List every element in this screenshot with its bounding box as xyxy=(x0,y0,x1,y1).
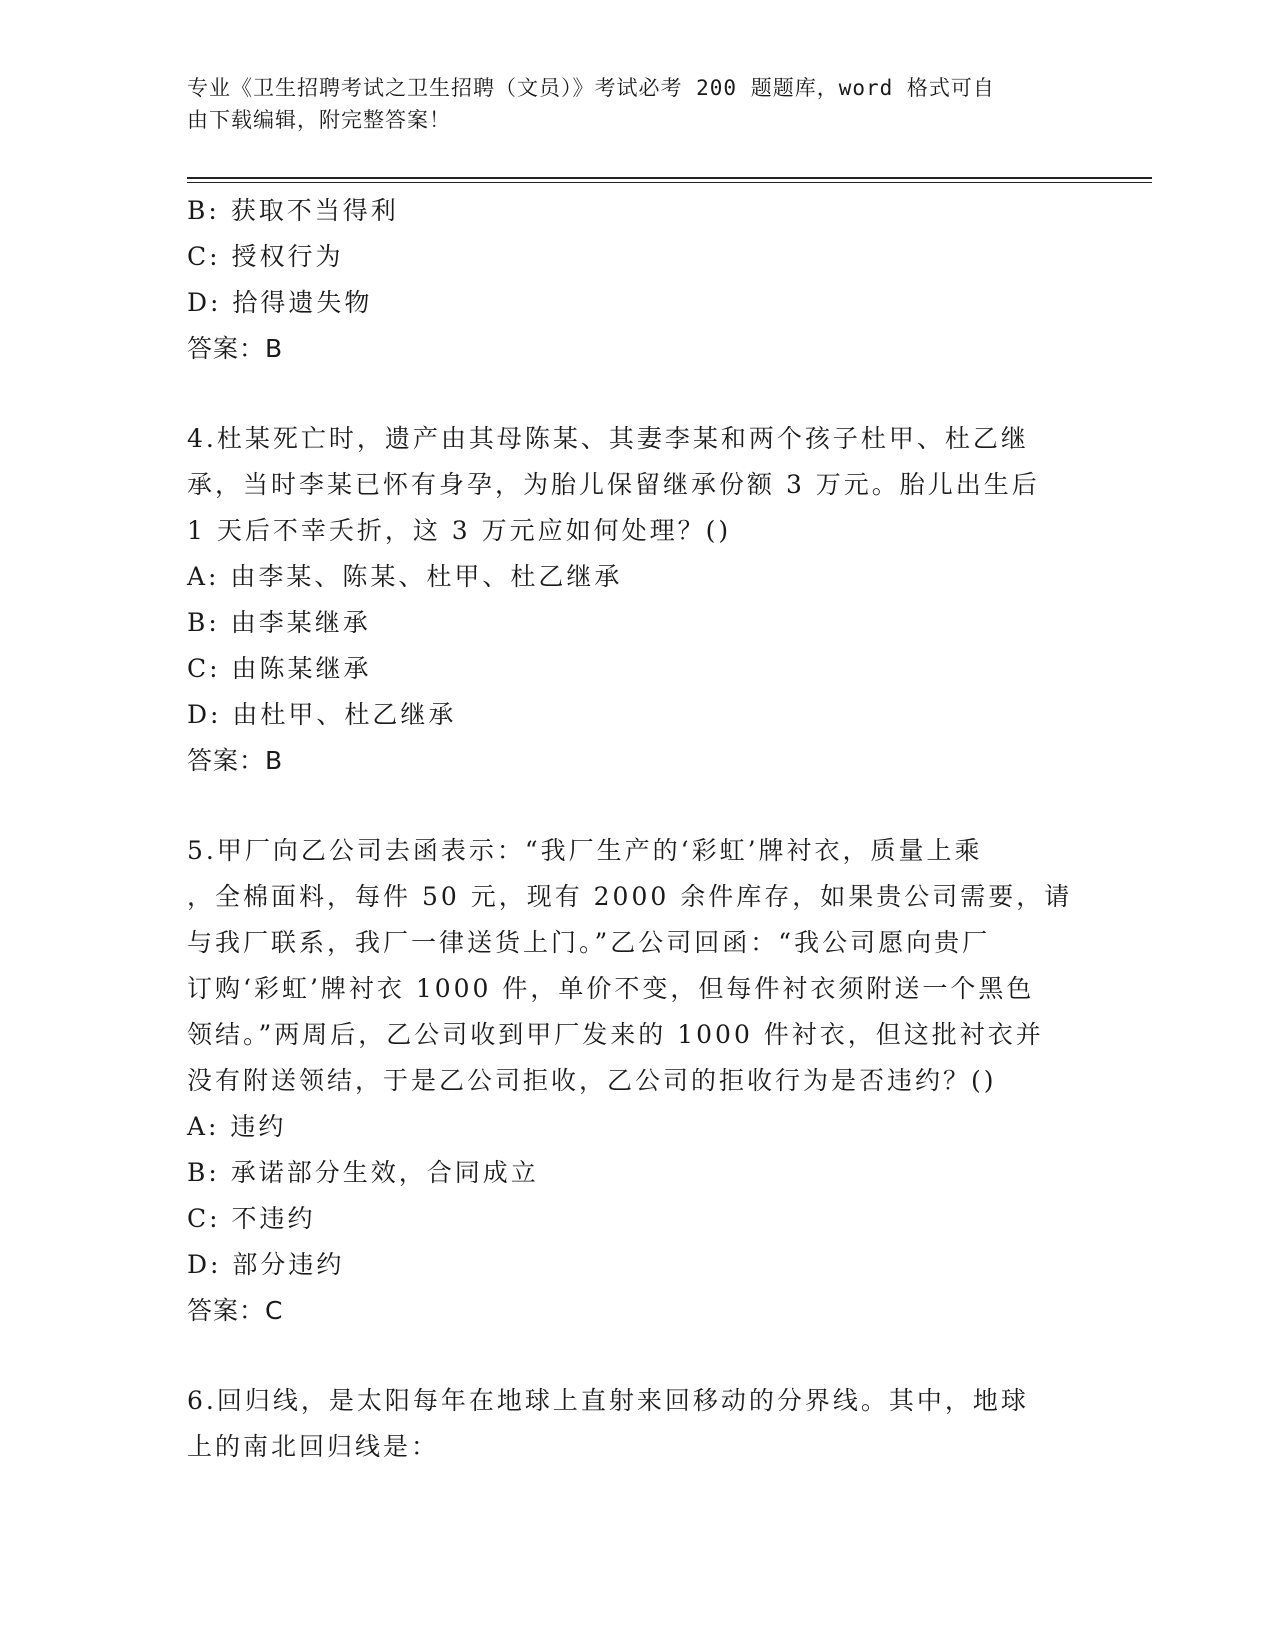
spacer xyxy=(187,784,1092,828)
answer-line: 答案：C xyxy=(187,1296,284,1325)
question-text-line: 没有附送领结，于是乙公司拒收，乙公司的拒收行为是否违约？() xyxy=(187,1066,997,1095)
header-divider-thin xyxy=(187,182,1152,183)
question-list xyxy=(187,188,1092,1470)
question-text-line: 订购‘彩虹’牌衬衣 1000 件，单价不变，但每件衬衣须附送一个黑色 xyxy=(187,974,1035,1003)
option-a: A: 由李某、陈某、杜甲、杜乙继承 xyxy=(187,562,623,591)
question-text-line: ，全棉面料，每件 50 元，现有 2000 余件库存，如果贵公司需要，请 xyxy=(187,882,1073,911)
question-text-line: 上的南北回归线是： xyxy=(187,1432,440,1461)
spacer xyxy=(187,372,1092,416)
question-text-line: 与我厂联系，我厂一律送货上门。”乙公司回函：“我公司愿向贵厂 xyxy=(187,928,991,957)
option-d: D: 拾得遗失物 xyxy=(187,288,373,317)
question-text-line: 承，当时李某已怀有身孕，为胎儿保留继承份额 3 万元。胎儿出生后 xyxy=(187,470,1040,499)
option-b: B: 由李某继承 xyxy=(187,608,371,637)
question-text-line: 4.杜某死亡时，遗产由其母陈某、其妻李某和两个孩子杜甲、杜乙继 xyxy=(187,424,1029,453)
question-4-block xyxy=(187,416,1092,784)
option-c: C: 由陈某继承 xyxy=(187,654,372,683)
header-line-1: 专业《卫生招聘考试之卫生招聘（文员）》考试必考 200 题题库，word 格式可自 xyxy=(187,76,995,100)
option-d: D: 部分违约 xyxy=(187,1250,345,1279)
answer-line: 答案：B xyxy=(187,334,284,363)
spacer xyxy=(187,1334,1092,1378)
question-text-line: 5.甲厂向乙公司去函表示：“我厂生产的‘彩虹’牌衬衣，质量上乘 xyxy=(187,836,983,865)
option-c: C: 授权行为 xyxy=(187,242,344,271)
option-b: B: 获取不当得利 xyxy=(187,196,399,225)
option-b: B: 承诺部分生效，合同成立 xyxy=(187,1158,539,1187)
header-line-2: 由下载编辑，附完整答案！ xyxy=(187,108,451,132)
question-3-block xyxy=(187,188,1092,372)
question-6-block xyxy=(187,1378,1092,1470)
option-c: C: 不违约 xyxy=(187,1204,316,1233)
option-d: D: 由杜甲、杜乙继承 xyxy=(187,700,457,729)
question-5-block xyxy=(187,828,1092,1334)
question-text-line: 6.回归线，是太阳每年在地球上直射来回移动的分界线。其中，地球 xyxy=(187,1386,1029,1415)
document-header xyxy=(187,72,1087,136)
question-text-line: 领结。”两周后，乙公司收到甲厂发来的 1000 件衬衣，但这批衬衣并 xyxy=(187,1020,1044,1049)
answer-line: 答案：B xyxy=(187,746,284,775)
question-text-line: 1 天后不幸夭折，这 3 万元应如何处理？() xyxy=(187,516,732,545)
option-a: A: 违约 xyxy=(187,1112,287,1141)
header-divider-thick xyxy=(187,177,1152,179)
